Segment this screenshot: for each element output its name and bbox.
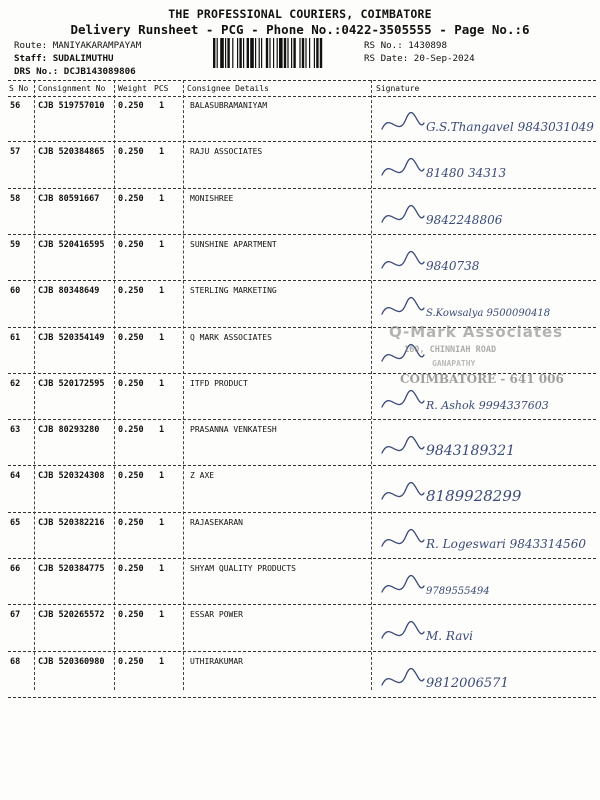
barcode	[213, 38, 358, 68]
signature	[376, 198, 591, 236]
signature-text: 9840738	[426, 258, 480, 273]
row-consignee: RAJASEKARAN	[190, 517, 243, 527]
signature	[376, 568, 591, 606]
table-top-rule	[8, 80, 596, 81]
signature-text: 9789555494	[426, 586, 490, 597]
signature-text: 8189928299	[426, 487, 522, 506]
row-pcs: 1	[159, 425, 165, 436]
row-sno: 56	[10, 101, 21, 111]
row-pcs: 1	[159, 378, 165, 389]
row-weight: 0.250	[118, 286, 144, 297]
col-sno: S No	[9, 84, 29, 93]
col-divider	[114, 80, 115, 690]
signature	[376, 475, 591, 513]
col-signature: Signature	[376, 84, 420, 93]
runsheet-title: Delivery Runsheet - PCG - Phone No.:0422-3505555 - Page No.:6	[70, 22, 530, 37]
row-weight: 0.250	[118, 610, 144, 621]
row-consignment-no: CJB 520360980	[38, 656, 105, 667]
row-weight: 0.250	[118, 101, 144, 111]
row-pcs: 1	[159, 286, 165, 297]
header-rule	[8, 96, 596, 97]
row-sno: 62	[10, 378, 21, 389]
staff: Staff: SUDALIMUTHU	[14, 53, 114, 64]
row-sno: 63	[10, 425, 21, 436]
col-divider	[371, 80, 372, 690]
signature	[376, 661, 591, 699]
signature-text: 9812006571	[426, 675, 509, 691]
row-consignment-no: CJB 520416595	[38, 239, 105, 250]
signature-text: 9843189321	[426, 443, 516, 460]
row-sno: 61	[10, 332, 21, 343]
stamp-line: 160, CHINNIAH ROAD	[404, 345, 497, 355]
signature-text: M. Ravi	[426, 629, 473, 644]
col-consignee: Consignee Details	[187, 84, 269, 93]
row-consignee: MONISHREE	[190, 193, 234, 203]
row-pcs: 1	[159, 610, 165, 621]
row-weight: 0.250	[118, 147, 144, 158]
col-consignment: Consignment No	[38, 84, 106, 93]
row-pcs: 1	[159, 564, 165, 574]
drs-number: DRS No.: DCJB143089806	[14, 66, 136, 77]
row-consignment-no: CJB 80293280	[38, 425, 100, 436]
row-consignee: Q MARK ASSOCIATES	[190, 332, 272, 342]
row-weight: 0.250	[118, 656, 144, 667]
row-consignment-no: CJB 520354149	[38, 332, 105, 343]
row-sno: 64	[10, 471, 21, 482]
row-consignment-no: CJB 520384775	[38, 564, 105, 574]
row-consignee: ESSAR POWER	[190, 610, 243, 620]
row-weight: 0.250	[118, 425, 144, 436]
row-consignment-no: CJB 520382216	[38, 517, 105, 528]
row-consignee: PRASANNA VENKATESH	[190, 425, 277, 435]
signature	[376, 244, 591, 282]
signature	[376, 429, 591, 467]
row-pcs: 1	[159, 656, 165, 667]
col-divider	[183, 80, 184, 690]
row-pcs: 1	[159, 332, 165, 343]
signature	[376, 151, 591, 189]
row-consignment-no: CJB 519757010	[38, 101, 105, 111]
row-weight: 0.250	[118, 332, 144, 343]
row-weight: 0.250	[118, 239, 144, 250]
row-sno: 57	[10, 147, 21, 158]
rs-number: RS No.: 1430898	[364, 40, 447, 51]
row-consignee: BALASUBRAMANIYAM	[190, 101, 268, 110]
row-consignment-no: CJB 520265572	[38, 610, 105, 621]
signature-text: 9842248806	[426, 212, 503, 227]
row-weight: 0.250	[118, 564, 144, 574]
row-consignee: UTHIRAKUMAR	[190, 656, 243, 666]
col-pcs: PCS	[154, 84, 169, 93]
signature-text: R. Ashok 9994337603	[426, 398, 549, 412]
row-pcs: 1	[159, 193, 165, 204]
signature-text: G.S.Thangavel 9843031049	[426, 120, 594, 134]
signature	[376, 614, 591, 652]
row-sno: 66	[10, 564, 21, 574]
row-consignee: SHYAM QUALITY PRODUCTS	[190, 564, 296, 573]
row-consignment-no: CJB 520384865	[38, 147, 105, 158]
stamp-line: Q-Mark Associates	[389, 323, 564, 341]
signature-text: R. Logeswari 9843314560	[426, 536, 586, 551]
signature-text: 81480 34313	[426, 166, 507, 181]
signature	[376, 105, 594, 143]
row-sno: 59	[10, 239, 21, 250]
row-weight: 0.250	[118, 193, 144, 204]
col-weight: Weight	[118, 84, 147, 93]
row-weight: 0.250	[118, 378, 144, 389]
company-title: THE PROFESSIONAL COURIERS, COIMBATORE	[168, 7, 432, 21]
row-sno: 67	[10, 610, 21, 621]
rs-date: RS Date: 20-Sep-2024	[364, 53, 475, 64]
row-consignment-no: CJB 520324308	[38, 471, 105, 482]
col-divider	[34, 80, 35, 690]
row-sno: 58	[10, 193, 21, 204]
row-sno: 60	[10, 286, 21, 297]
row-pcs: 1	[159, 471, 165, 482]
route: Route: MANIYAKARAMPAYAM	[14, 40, 142, 51]
row-consignee: Z AXE	[190, 471, 215, 481]
row-consignee: STERLING MARKETING	[190, 286, 277, 296]
row-pcs: 1	[159, 517, 165, 528]
row-pcs: 1	[159, 239, 165, 250]
company-stamp	[384, 323, 596, 393]
row-sno: 65	[10, 517, 21, 528]
row-weight: 0.250	[118, 471, 144, 482]
row-consignment-no: CJB 80591667	[38, 193, 100, 204]
row-consignment-no: CJB 520172595	[38, 378, 105, 389]
stamp-line: COIMBATORE - 641 006	[400, 372, 564, 386]
row-pcs: 1	[159, 101, 165, 111]
stamp-line: GANAPATHY	[432, 359, 476, 368]
row-consignee: ITFD PRODUCT	[190, 378, 248, 388]
signature-text: S.Kowsalya 9500090418	[426, 308, 551, 320]
row-weight: 0.250	[118, 517, 144, 528]
row-consignment-no: CJB 80348649	[38, 286, 100, 297]
row-consignee: RAJU ASSOCIATES	[190, 147, 263, 157]
signature	[376, 522, 591, 560]
row-sno: 68	[10, 656, 21, 667]
row-pcs: 1	[159, 147, 165, 158]
row-consignee: SUNSHINE APARTMENT	[190, 239, 277, 249]
